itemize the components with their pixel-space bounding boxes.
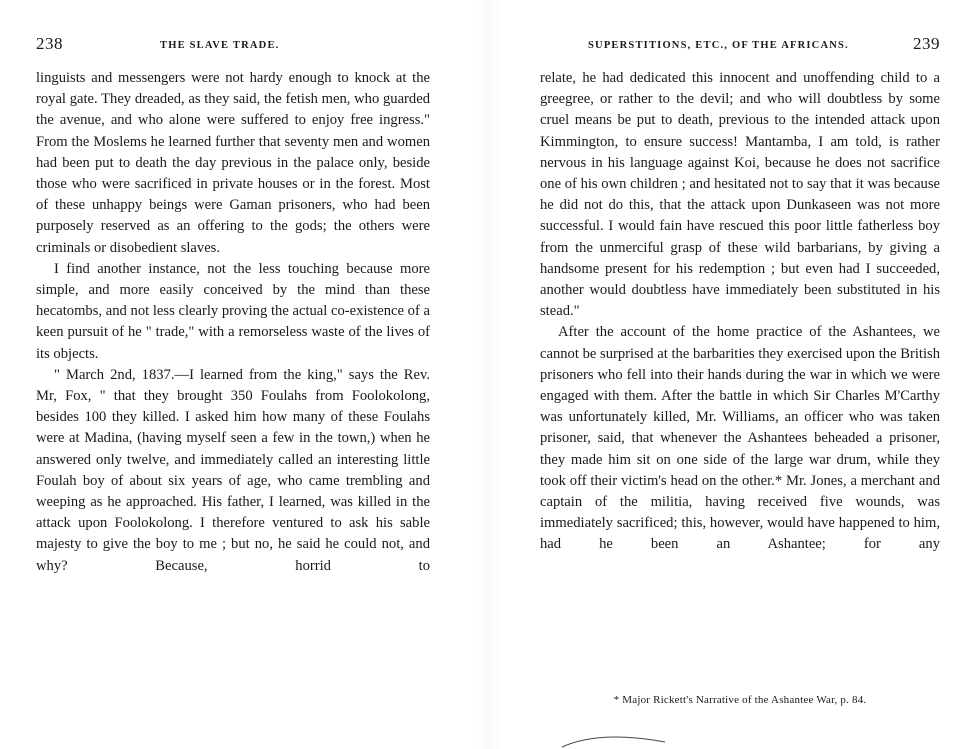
gutter [476,0,504,749]
page-edge-curl [560,722,670,749]
right-text-block [540,68,940,556]
right-running-head [540,34,940,58]
right-paragraph-1: relate, he had dedicated this innocent and unoffending child to a greegree, or rather to the devil; and who will doubtless by some cruel means be put to death, previous to the intended attack upon Kimmington, to ensure success! Mantamba, I am told, is rather nervous in his language against Koi, because he does not sacrifice one of his own children ; and hesitated not to say that it was because he did not do this, that the attack upon Dunkaseen was not more successful. I would fain have rescued this poor little fatherless boy from the unmerciful grasp of these wild barbarians, by giving a handsome present for his redemption ; but even had I succeeded, another would doubtless have immediately been substituted in his stead." [540,70,940,320]
right-running-title: SUPERSTITIONS, ETC., OF THE AFRICANS. [588,40,849,51]
left-paragraph-3: " March 2nd, 1837.—I learned from the king," says the Rev. Mr, Fox, " that they brought 350 Foulahs from Foolokolong, besides 100 they killed. I asked him how many of these Foulahs were at Madina, (having myself seen a few in the town,) when he answered only twelve, and immediately called an interesting little Foulah boy of about six years of age, who came trembling and weeping as he approached. His father, I learned, was killed in the attack upon Foolokolong. I therefore ventured to ask his sable majesty to give the boy to me ; but no, he said he could not, and why? Because, horrid to [36,366,430,574]
left-page-number: 238 [36,34,63,53]
left-text-block [36,68,430,577]
right-page-number: 239 [913,34,940,53]
footnote: * Major Rickett's Narrative of the Ashantee War, p. 84. [613,694,867,706]
left-paragraph-1: linguists and messengers were not hardy enough to knock at the royal gate. They dreaded, as they said, the fetish men, who guarded the avenue, and who alone were suffered to enjoy free ingress." From the Moslems he learned further that seventy men and women had been put to death the day previous in the palace only, beside those who were sacrificed in private houses or in the forest. Most of these unhappy beings were Gaman prisoners, who had been purposely reserved as an offering to the gods; the others were criminals or disobedient slaves. [36,70,430,256]
right-paragraph-2: After the account of the home practice of the Ashantees, we cannot be surprised at the barbarities they exercised upon the British prisoners who fell into their hands during the war in which we were engaged with them. After the battle in which Sir Charles M'Carthy was unfortunately killed, Mr. Williams, an officer who was taken prisoner, said, that whenever the Ashantees beheaded a prisoner, they made him sit on one side of the large war drum, while they took off their victim's head on the other.* Mr. Jones, a merchant and captain of the militia, having received five wounds, was immediately sacrificed; this, however, would have happened to him, had he been an Ashantee; for any [540,324,940,553]
left-page [36,0,430,749]
left-running-title: THE SLAVE TRADE. [160,40,280,51]
left-running-head [36,34,430,58]
right-page [540,0,940,749]
left-paragraph-2: I find another instance, not the less touching because more simple, and more easily conceived by the mind than these hecatombs, and not less clearly proving the actual co-existence of a keen pursuit of he " trade," with a remorseless waste of the lives of its objects. [36,260,430,362]
